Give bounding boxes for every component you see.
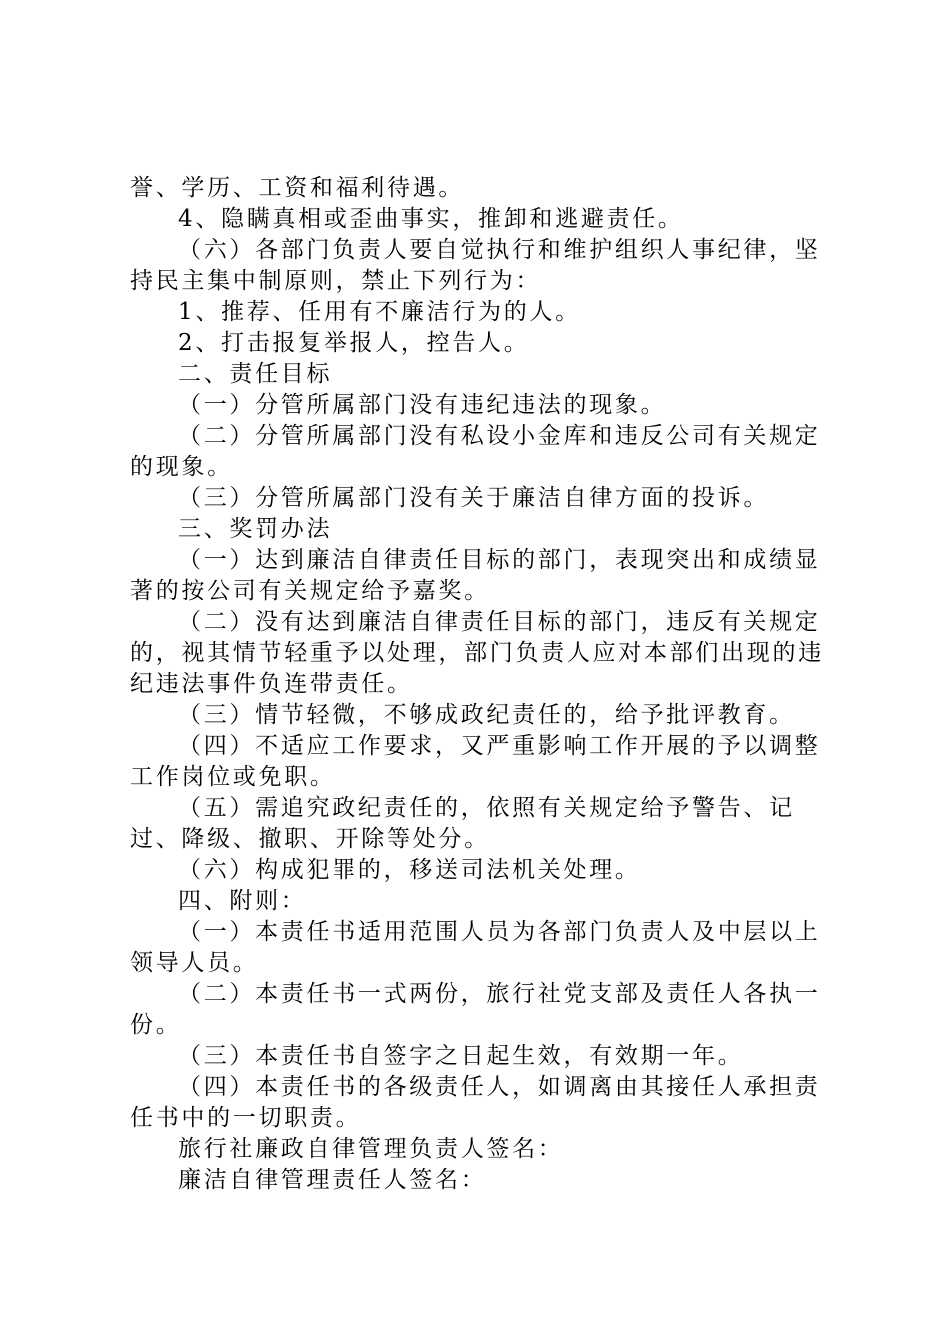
heading-responsibility-goals: 二、责任目标	[178, 361, 333, 387]
paragraph-item-4: 4、隐瞒真相或歪曲事实，推卸和逃避责任。	[178, 206, 684, 232]
paragraph-section-6: （六）各部门负责人要自觉执行和维护组织人事纪律，坚持民主集中制原则，禁止下列行为：	[130, 237, 821, 294]
document-body	[130, 173, 840, 1196]
paragraph-goal-3: （三）分管所属部门没有关于廉洁自律方面的投诉。	[178, 485, 770, 511]
paragraph-item-1: 1、推荐、任用有不廉洁行为的人。	[178, 299, 581, 325]
paragraph-supplementary-4: （四）本责任书的各级责任人，如调离由其接任人承担责任书中的一切职责。	[130, 1074, 821, 1131]
paragraph-supplementary-3: （三）本责任书自签字之日起生效，有效期一年。	[178, 1043, 744, 1069]
paragraph-reward-5: （五）需追究政纪责任的，依照有关规定给予警告、记过、降级、撤职、开除等处分。	[130, 795, 795, 852]
signature-line-responsible: 廉洁自律管理责任人签名：	[178, 1167, 487, 1193]
paragraph-continuation: 誉、学历、工资和福利待遇。	[130, 175, 465, 201]
paragraph-reward-2: （二）没有达到廉洁自律责任目标的部门，违反有关规定的，视其情节轻重予以处理，部门负责人应对本部们出现的违纪违法事件负连带责任。	[130, 609, 824, 697]
paragraph-item-2: 2、打击报复举报人，控告人。	[178, 330, 530, 356]
paragraph-goal-2: （二）分管所属部门没有私设小金库和违反公司有关规定的现象。	[130, 423, 821, 480]
paragraph-goal-1: （一）分管所属部门没有违纪违法的现象。	[178, 392, 667, 418]
paragraph-supplementary-1: （一）本责任书适用范围人员为各部门负责人及中层以上领导人员。	[130, 919, 821, 976]
signature-line-agency: 旅行社廉政自律管理负责人签名：	[178, 1136, 564, 1162]
paragraph-reward-3: （三）情节轻微，不够成政纪责任的，给予批评教育。	[178, 702, 795, 728]
paragraph-reward-4: （四）不适应工作要求，又严重影响工作开展的予以调整工作岗位或免职。	[130, 733, 821, 790]
paragraph-reward-1: （一）达到廉洁自律责任目标的部门，表现突出和成绩显著的按公司有关规定给予嘉奖。	[130, 547, 821, 604]
paragraph-reward-6: （六）构成犯罪的，移送司法机关处理。	[178, 857, 641, 883]
paragraph-supplementary-2: （二）本责任书一式两份，旅行社党支部及责任人各执一份。	[130, 981, 821, 1038]
heading-supplementary: 四、附则：	[178, 888, 307, 914]
heading-rewards-penalties: 三、奖罚办法	[178, 516, 333, 542]
